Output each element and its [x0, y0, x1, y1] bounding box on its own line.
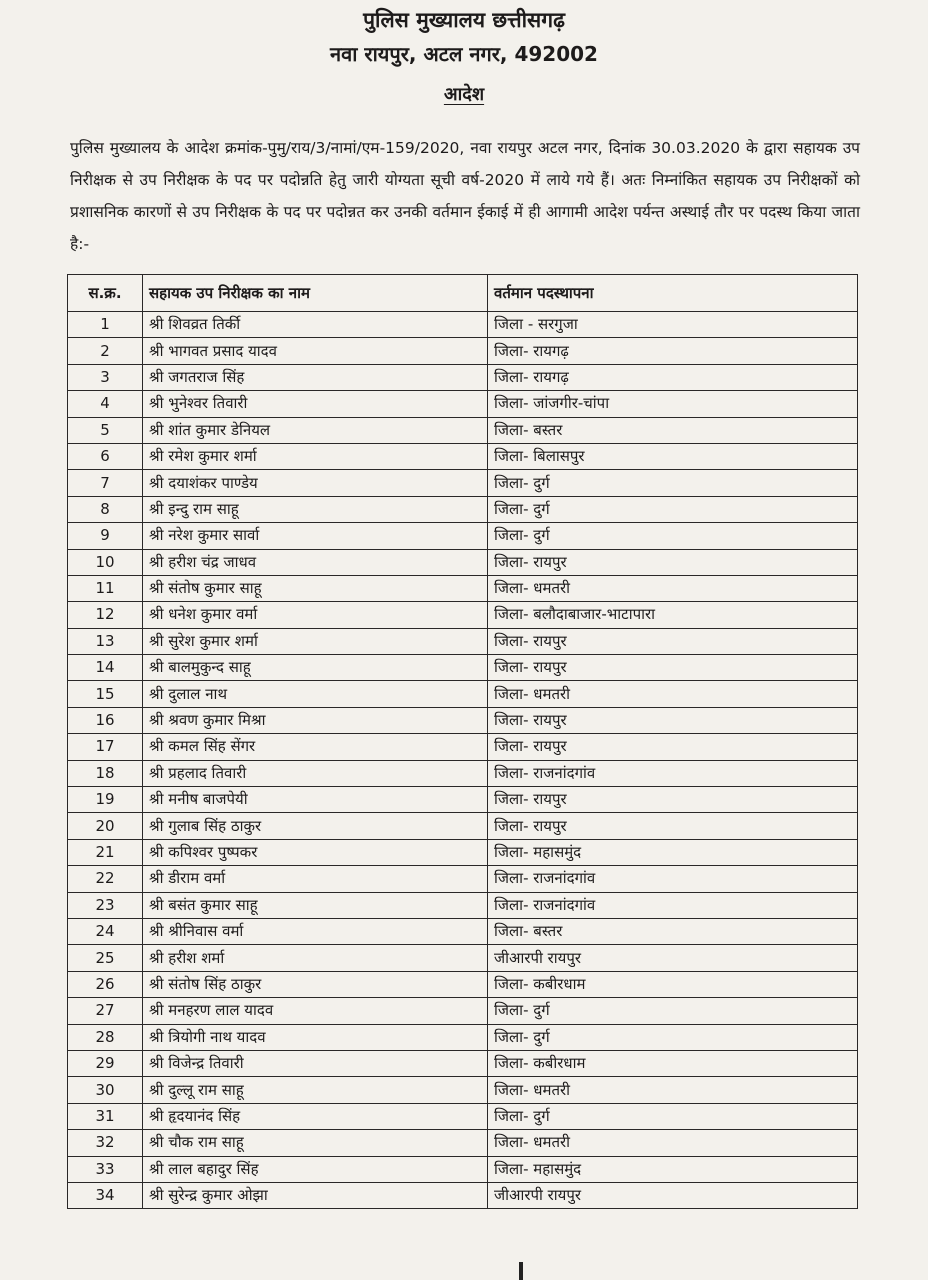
table-row [68, 417, 858, 443]
table-row [68, 1130, 858, 1156]
row-posting: जिला- बस्तर [488, 918, 858, 944]
row-name: श्री गुलाब सिंह ठाकुर [143, 813, 488, 839]
row-posting: जिला- जांजगीर-चांपा [488, 391, 858, 417]
row-name: श्री शांत कुमार डेनियल [143, 417, 488, 443]
row-posting: जिला- राजनांदगांव [488, 760, 858, 786]
row-serial: 18 [68, 760, 143, 786]
row-posting: जीआरपी रायपुर [488, 1182, 858, 1208]
table-row [68, 391, 858, 417]
row-name: श्री मनीष बाजपेयी [143, 787, 488, 813]
row-name: श्री श्रवण कुमार मिश्रा [143, 707, 488, 733]
table-row [68, 496, 858, 522]
row-posting: जीआरपी रायपुर [488, 945, 858, 971]
table-row [68, 971, 858, 997]
row-posting: जिला- दुर्ग [488, 998, 858, 1024]
table-row [68, 1103, 858, 1129]
row-serial: 7 [68, 470, 143, 496]
row-name: श्री संतोष कुमार साहू [143, 575, 488, 601]
row-posting: जिला- महासमुंद [488, 839, 858, 865]
table-header-row [68, 275, 858, 312]
row-posting: जिला- रायपुर [488, 787, 858, 813]
row-name: श्री श्रीनिवास वर्मा [143, 918, 488, 944]
row-posting: जिला- बिलासपुर [488, 443, 858, 469]
row-posting: जिला- बस्तर [488, 417, 858, 443]
row-name: श्री रमेश कुमार शर्मा [143, 443, 488, 469]
row-serial: 13 [68, 628, 143, 654]
col-header-name: सहायक उप निरीक्षक का नाम [143, 275, 488, 312]
row-name: श्री मनहरण लाल यादव [143, 998, 488, 1024]
row-serial: 6 [68, 443, 143, 469]
row-name: श्री भुनेश्वर तिवारी [143, 391, 488, 417]
row-name: श्री लाल बहादुर सिंह [143, 1156, 488, 1182]
row-serial: 33 [68, 1156, 143, 1182]
row-name: श्री हरीश चंद्र जाधव [143, 549, 488, 575]
table-row [68, 312, 858, 338]
row-serial: 14 [68, 655, 143, 681]
row-serial: 34 [68, 1182, 143, 1208]
row-serial: 20 [68, 813, 143, 839]
row-posting: जिला - सरगुजा [488, 312, 858, 338]
row-serial: 19 [68, 787, 143, 813]
row-serial: 2 [68, 338, 143, 364]
table-row [68, 945, 858, 971]
row-serial: 32 [68, 1130, 143, 1156]
table-row [68, 787, 858, 813]
table-row [68, 470, 858, 496]
row-name: श्री दुल्लू राम साहू [143, 1077, 488, 1103]
col-header-serial: स.क्र. [68, 275, 143, 312]
row-serial: 31 [68, 1103, 143, 1129]
table-row [68, 443, 858, 469]
row-posting: जिला- बलौदाबाजार-भाटापारा [488, 602, 858, 628]
table-row [68, 523, 858, 549]
table-row [68, 866, 858, 892]
row-posting: जिला- दुर्ग [488, 496, 858, 522]
row-posting: जिला- कबीरधाम [488, 1050, 858, 1076]
table-row [68, 655, 858, 681]
promotion-table [67, 274, 858, 1209]
row-posting: जिला- रायगढ़ [488, 364, 858, 390]
table-row [68, 1182, 858, 1208]
table-row [68, 760, 858, 786]
row-serial: 16 [68, 707, 143, 733]
page-edge-mark [519, 1262, 523, 1280]
table-row [68, 338, 858, 364]
row-serial: 15 [68, 681, 143, 707]
row-serial: 4 [68, 391, 143, 417]
row-name: श्री दुलाल नाथ [143, 681, 488, 707]
row-posting: जिला- धमतरी [488, 681, 858, 707]
row-name: श्री बालमुकुन्द साहू [143, 655, 488, 681]
table-row [68, 602, 858, 628]
row-serial: 29 [68, 1050, 143, 1076]
table-row [68, 1050, 858, 1076]
row-serial: 28 [68, 1024, 143, 1050]
row-posting: जिला- दुर्ग [488, 523, 858, 549]
office-name: पुलिस मुख्यालय छत्तीसगढ़ [363, 8, 565, 32]
table-row [68, 575, 858, 601]
row-serial: 24 [68, 918, 143, 944]
row-name: श्री धनेश कुमार वर्मा [143, 602, 488, 628]
row-name: श्री जगतराज सिंह [143, 364, 488, 390]
row-serial: 17 [68, 734, 143, 760]
row-name: श्री डीराम वर्मा [143, 866, 488, 892]
row-serial: 25 [68, 945, 143, 971]
row-serial: 11 [68, 575, 143, 601]
table-row [68, 1024, 858, 1050]
row-posting: जिला- दुर्ग [488, 470, 858, 496]
table-body [68, 312, 858, 1209]
row-name: श्री बसंत कुमार साहू [143, 892, 488, 918]
table-row [68, 707, 858, 733]
row-posting: जिला- धमतरी [488, 1077, 858, 1103]
row-name: श्री त्रियोगी नाथ यादव [143, 1024, 488, 1050]
order-paragraph: पुलिस मुख्यालय के आदेश क्रमांक-पुमु/राय/3/नामां/एम-159/2020, नवा रायपुर अटल नगर, दिनांक 30.03.2020 के द्वारा सहायक उप निरीक्षक से उप निरीक्षक के पद पर पदोन्नति हेतु जारी योग्यता सूची वर्ष-2020 में लाये गये हैं। अतः निम्नांकित सहायक उप निरीक्षकों को प्रशासनिक कारणों से उप निरीक्षक के पद पर पदोन्नत कर उनकी वर्तमान ईकाई में ही आगामी आदेश पर्यन्त अस्थाई तौर पर पदस्थ किया जाता है:- [70, 139, 860, 253]
row-serial: 21 [68, 839, 143, 865]
col-header-posting: वर्तमान पदस्थापना [488, 275, 858, 312]
row-name: श्री कमल सिंह सेंगर [143, 734, 488, 760]
row-serial: 9 [68, 523, 143, 549]
table-row [68, 628, 858, 654]
table-row [68, 1077, 858, 1103]
table-row [68, 813, 858, 839]
row-posting: जिला- रायपुर [488, 707, 858, 733]
table-row [68, 364, 858, 390]
row-serial: 27 [68, 998, 143, 1024]
table-row [68, 892, 858, 918]
row-serial: 8 [68, 496, 143, 522]
order-title: आदेश [443, 84, 485, 105]
row-posting: जिला- रायपुर [488, 549, 858, 575]
row-name: श्री प्रहलाद तिवारी [143, 760, 488, 786]
row-posting: जिला- रायगढ़ [488, 338, 858, 364]
row-serial: 1 [68, 312, 143, 338]
row-name: श्री संतोष सिंह ठाकुर [143, 971, 488, 997]
table-row [68, 1156, 858, 1182]
row-serial: 3 [68, 364, 143, 390]
row-serial: 10 [68, 549, 143, 575]
row-name: श्री विजेन्द्र तिवारी [143, 1050, 488, 1076]
row-name: श्री शिवव्रत तिर्की [143, 312, 488, 338]
table-row [68, 918, 858, 944]
row-name: श्री हृदयानंद सिंह [143, 1103, 488, 1129]
row-serial: 26 [68, 971, 143, 997]
row-posting: जिला- दुर्ग [488, 1024, 858, 1050]
row-serial: 23 [68, 892, 143, 918]
table-row [68, 839, 858, 865]
order-title-wrap [0, 82, 928, 106]
row-serial: 30 [68, 1077, 143, 1103]
row-posting: जिला- रायपुर [488, 628, 858, 654]
row-posting: जिला- धमतरी [488, 1130, 858, 1156]
row-name: श्री दयाशंकर पाण्डेय [143, 470, 488, 496]
row-serial: 5 [68, 417, 143, 443]
row-posting: जिला- महासमुंद [488, 1156, 858, 1182]
row-posting: जिला- दुर्ग [488, 1103, 858, 1129]
row-name: श्री भागवत प्रसाद यादव [143, 338, 488, 364]
office-address: नवा रायपुर, अटल नगर, 492002 [330, 42, 598, 66]
row-posting: जिला- राजनांदगांव [488, 866, 858, 892]
row-posting: जिला- धमतरी [488, 575, 858, 601]
row-serial: 12 [68, 602, 143, 628]
row-posting: जिला- रायपुर [488, 655, 858, 681]
row-posting: जिला- राजनांदगांव [488, 892, 858, 918]
row-posting: जिला- कबीरधाम [488, 971, 858, 997]
row-name: श्री इन्दु राम साहू [143, 496, 488, 522]
row-serial: 22 [68, 866, 143, 892]
row-posting: जिला- रायपुर [488, 813, 858, 839]
table-row [68, 549, 858, 575]
row-name: श्री नरेश कुमार सार्वा [143, 523, 488, 549]
row-name: श्री सुरेश कुमार शर्मा [143, 628, 488, 654]
table-row [68, 734, 858, 760]
row-name: श्री हरीश शर्मा [143, 945, 488, 971]
row-posting: जिला- रायपुर [488, 734, 858, 760]
row-name: श्री चौक राम साहू [143, 1130, 488, 1156]
row-name: श्री कपिश्वर पुष्पकर [143, 839, 488, 865]
table-row [68, 998, 858, 1024]
table-row [68, 681, 858, 707]
row-name: श्री सुरेन्द्र कुमार ओझा [143, 1182, 488, 1208]
